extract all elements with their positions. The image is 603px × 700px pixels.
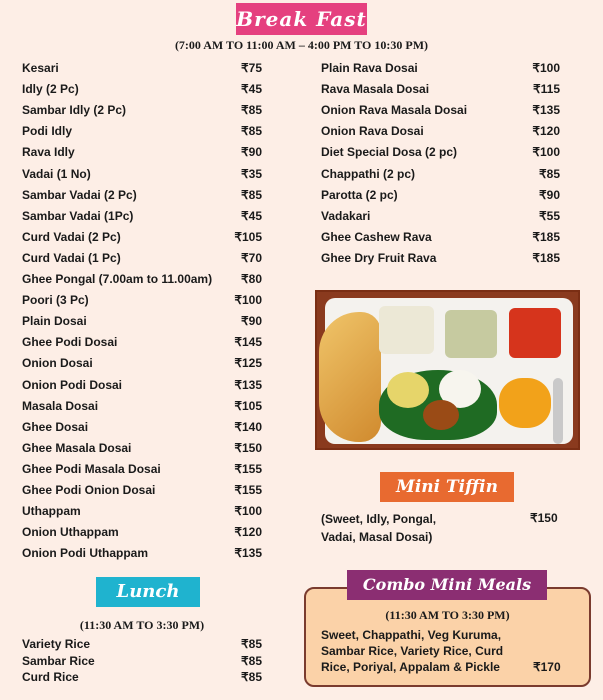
item-name: Masala Dosai [22,398,99,413]
menu-item-row [22,102,262,118]
menu-item-row [22,292,262,308]
item-name: Podi Idly [22,124,73,139]
menu-item-row [321,229,560,245]
combo-price: ₹170 [533,660,561,674]
menu-item-row [22,482,262,498]
breakfast-title: Break Fast [236,3,367,35]
item-price: ₹85 [241,653,262,668]
mini-tiffin-price: ₹150 [530,511,558,525]
item-price: ₹135 [234,377,262,392]
menu-item-row [22,440,262,456]
item-name: Sambar Idly (2 Pc) [22,103,127,118]
item-price: ₹80 [241,272,262,286]
item-price: ₹185 [532,229,560,244]
menu-item-row [22,461,262,477]
item-price: ₹85 [241,637,262,651]
item-name: Ghee Cashew Rava [321,229,432,244]
tomato-chutney-image [509,308,561,358]
lunch-item-row [22,669,262,685]
menu-item-row [22,229,262,245]
item-price: ₹85 [241,124,262,139]
item-name: Ghee Masala Dosai [22,440,132,455]
item-price: ₹105 [234,229,262,244]
item-name: Onion Podi Uthappam [22,546,148,561]
item-price: ₹100 [532,61,560,75]
item-name: Rava Masala Dosai [321,82,430,97]
lunch-column [22,636,262,696]
coconut-chutney-image [379,306,434,354]
item-name: Variety Rice [22,637,91,651]
item-name: Plain Rava Dosai [321,61,418,75]
item-price: ₹140 [234,419,262,434]
item-price: ₹100 [234,293,262,308]
item-name: Idly (2 Pc) [22,82,79,97]
item-name: Parotta (2 pc) [321,187,398,202]
menu-item-row [22,524,262,540]
menu-item-row [22,419,262,435]
item-price: ₹90 [539,187,560,202]
item-price: ₹150 [234,440,262,455]
item-name: Vadai (1 No) [22,166,91,181]
dosa-image [319,312,381,442]
breakfast-right-column [321,60,560,270]
combo-description: Sweet, Chappathi, Veg Kuruma, Sambar Rice, Variety Rice, Curd Rice, Poriyal, Appalam & Pickle [321,628,504,674]
breakfast-left-column [22,60,262,570]
item-price: ₹135 [234,546,262,561]
menu-item-row [22,271,262,287]
item-name: Uthappam [22,504,81,519]
menu-item-row [321,60,560,76]
item-name: Diet Special Dosa (2 pc) [321,145,458,160]
menu-item-row [321,81,560,97]
item-name: Ghee Dosai [22,419,89,434]
mini-tiffin-description: (Sweet, Idly, Pongal, Vadai, Masal Dosai) [321,512,437,544]
menu-item-row [321,102,560,118]
item-name: Sambar Rice [22,653,95,668]
item-name: Onion Rava Masala Dosai [321,103,468,118]
item-price: ₹105 [234,398,262,413]
menu-item-row [321,144,560,160]
item-name: Kesari [22,61,59,75]
menu-item-row [22,208,262,224]
item-name: Curd Vadai (2 Pc) [22,229,121,244]
item-price: ₹90 [241,145,262,160]
combo-title: Combo Mini Meals [347,570,547,600]
menu-item-row [321,250,560,266]
item-price: ₹45 [241,208,262,223]
item-name: Poori (3 Pc) [22,293,89,308]
menu-item-row [22,313,262,329]
item-name: Plain Dosai [22,314,87,329]
item-price: ₹120 [532,124,560,139]
item-price: ₹115 [533,82,560,97]
combo-timing: (11:30 AM TO 3:30 PM) [385,608,510,622]
item-price: ₹155 [234,461,262,476]
item-price: ₹85 [241,103,262,118]
menu-item-row [22,187,262,203]
item-name: Ghee Podi Dosai [22,335,118,350]
menu-item-row [22,334,262,350]
lunch-timing: (11:30 AM TO 3:30 PM) [79,618,205,632]
item-name: Vadakari [321,208,371,223]
item-name: Ghee Pongal (7.00am to 11.00am) [22,272,213,286]
kesari-image [499,378,551,428]
menu-item-row [22,250,262,266]
item-price: ₹85 [241,187,262,202]
vadai-image [423,400,459,430]
menu-item-row [22,81,262,97]
item-price: ₹145 [234,335,262,350]
item-price: ₹45 [241,82,262,97]
item-price: ₹35 [241,166,262,181]
menu-item-row [22,398,262,414]
menu-item-row [321,208,560,224]
item-name: Sambar Vadai (1Pc) [22,208,134,223]
item-name: Onion Podi Dosai [22,377,123,392]
item-price: ₹70 [241,250,262,265]
menu-item-row [22,60,262,76]
menu-item-row [321,123,560,139]
item-name: Curd Vadai (1 Pc) [22,250,121,265]
lunch-item-row [22,636,262,652]
item-name: Curd Rice [22,670,79,684]
item-name: Ghee Podi Onion Dosai [22,483,156,497]
item-name: Onion Dosai [22,356,93,371]
menu-item-row [22,123,262,139]
food-photo [315,290,580,450]
item-price: ₹85 [241,670,262,684]
item-price: ₹85 [539,166,560,181]
item-price: ₹155 [234,483,262,497]
item-price: ₹90 [241,314,262,329]
breakfast-timing: (7:00 AM TO 11:00 AM – 4:00 PM TO 10:30 PM) [174,38,429,52]
item-name: Rava Idly [22,145,75,160]
mint-chutney-image [445,310,497,358]
menu-item-row [22,144,262,160]
menu-item-row [22,503,262,519]
item-price: ₹100 [234,504,262,519]
lunch-item-row [22,653,262,669]
lunch-title: Lunch [96,577,200,607]
item-price: ₹100 [532,145,560,160]
item-price: ₹55 [539,208,560,223]
item-name: Sambar Vadai (2 Pc) [22,187,137,202]
spoon-image [553,378,563,444]
item-name: Ghee Dry Fruit Rava [321,250,437,265]
item-price: ₹120 [234,525,262,540]
item-price: ₹125 [234,356,262,371]
item-price: ₹185 [532,250,560,265]
menu-item-row [321,187,560,203]
menu-item-row [22,355,262,371]
menu-item-row [22,545,262,561]
item-name: Chappathi (2 pc) [321,166,416,181]
item-name: Onion Uthappam [22,525,119,540]
item-name: Onion Rava Dosai [321,124,424,139]
item-price: ₹135 [532,103,560,118]
mini-tiffin-title: Mini Tiffin [380,472,514,502]
item-price: ₹75 [241,61,262,75]
menu-item-row [321,166,560,182]
item-name: Ghee Podi Masala Dosai [22,461,161,476]
pongal-image [387,372,429,408]
menu-item-row [22,166,262,182]
menu-item-row [22,377,262,393]
